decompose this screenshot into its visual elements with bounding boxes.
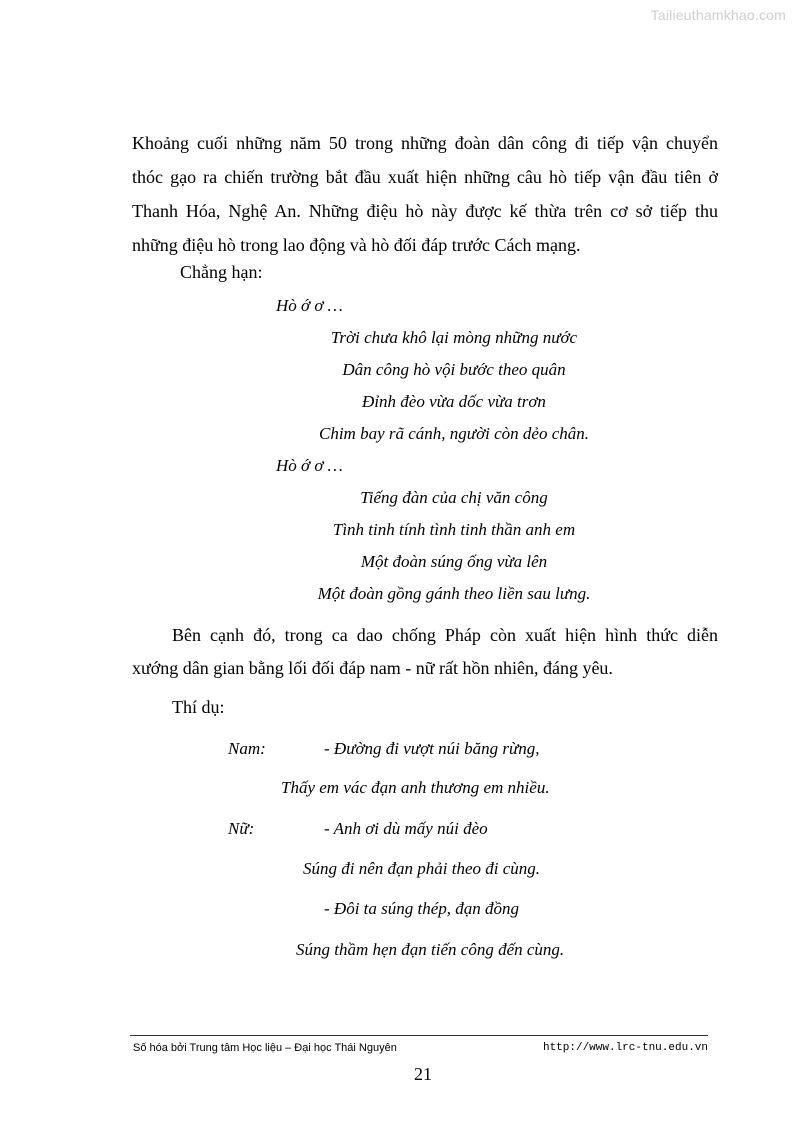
poem-2-opening: Hò ớ ơ … (276, 456, 343, 475)
dialogue-line: Thấy em vác đạn anh thương em nhiều. (281, 778, 550, 797)
paragraph-1-line: Thanh Hóa, Nghệ An. Những điệu hò này được kế thừa trên cơ sở tiếp thu (132, 201, 718, 221)
paragraph-2-line: Bên cạnh đó, trong ca dao chống Pháp còn xuất hiện hình thức diễn (172, 625, 718, 645)
page-number: 21 (414, 1064, 432, 1084)
dialogue-line: - Đường đi vượt núi băng rừng, (324, 739, 540, 758)
poem-line: Dân công hò vội bước theo quân (342, 360, 566, 379)
poem-line: Một đoàn súng ống vừa lên (360, 552, 548, 571)
poem-line: Đỉnh đèo vừa dốc vừa trơn (362, 392, 546, 411)
poem-line: Tình tinh tính tình tinh thần anh em (332, 520, 576, 539)
poem-line: Tiếng đàn của chị văn công (360, 488, 548, 507)
paragraph-1-line: Khoảng cuối những năm 50 trong những đoàn dân công đi tiếp vận chuyển (132, 133, 718, 153)
paragraph-2 (132, 619, 718, 685)
dialogue-line: Súng thầm hẹn đạn tiến công đến cùng. (296, 940, 565, 959)
footer-url: http://www.lrc-tnu.edu.vn (542, 1042, 708, 1054)
dialogue-line: - Đôi ta súng thép, đạn đồng (324, 899, 520, 918)
footer-source: Số hóa bởi Trung tâm Học liệu – Đại học Thái Nguyên (133, 1042, 397, 1054)
paragraph-1-line: những điệu hò trong lao động và hò đối đáp trước Cách mạng. (132, 235, 581, 255)
dialogue-line: - Anh ơi dù mấy núi đèo (324, 819, 488, 838)
poem-line: Trời chưa khô lại mòng những nước (330, 328, 578, 347)
paragraph-2-line: xướng dân gian bằng lối đối đáp nam - nữ rất hồn nhiên, đáng yêu. (132, 658, 613, 678)
example-intro: Chẳng hạn: (180, 262, 263, 282)
poem-line: Chim bay rã cánh, người còn dẻo chân. (319, 424, 589, 443)
speaker-label-nam: Nam: (228, 739, 266, 758)
poem-line: Một đoàn gồng gánh theo liền sau lưng. (317, 584, 591, 603)
poem-1-opening: Hò ớ ơ … (276, 296, 343, 315)
example-intro-2: Thí dụ: (172, 697, 225, 717)
footer-divider (130, 1035, 708, 1036)
paragraph-1-line: thóc gạo ra chiến trường bắt đầu xuất hiện những câu hò tiếp vận đầu tiên ở (132, 167, 718, 187)
dialogue-line: Súng đi nên đạn phải theo đi cùng. (303, 859, 541, 878)
speaker-label-nu: Nữ: (228, 819, 255, 838)
watermark: Tailieuthamkhao.com (650, 7, 786, 23)
paragraph-1 (132, 126, 718, 262)
